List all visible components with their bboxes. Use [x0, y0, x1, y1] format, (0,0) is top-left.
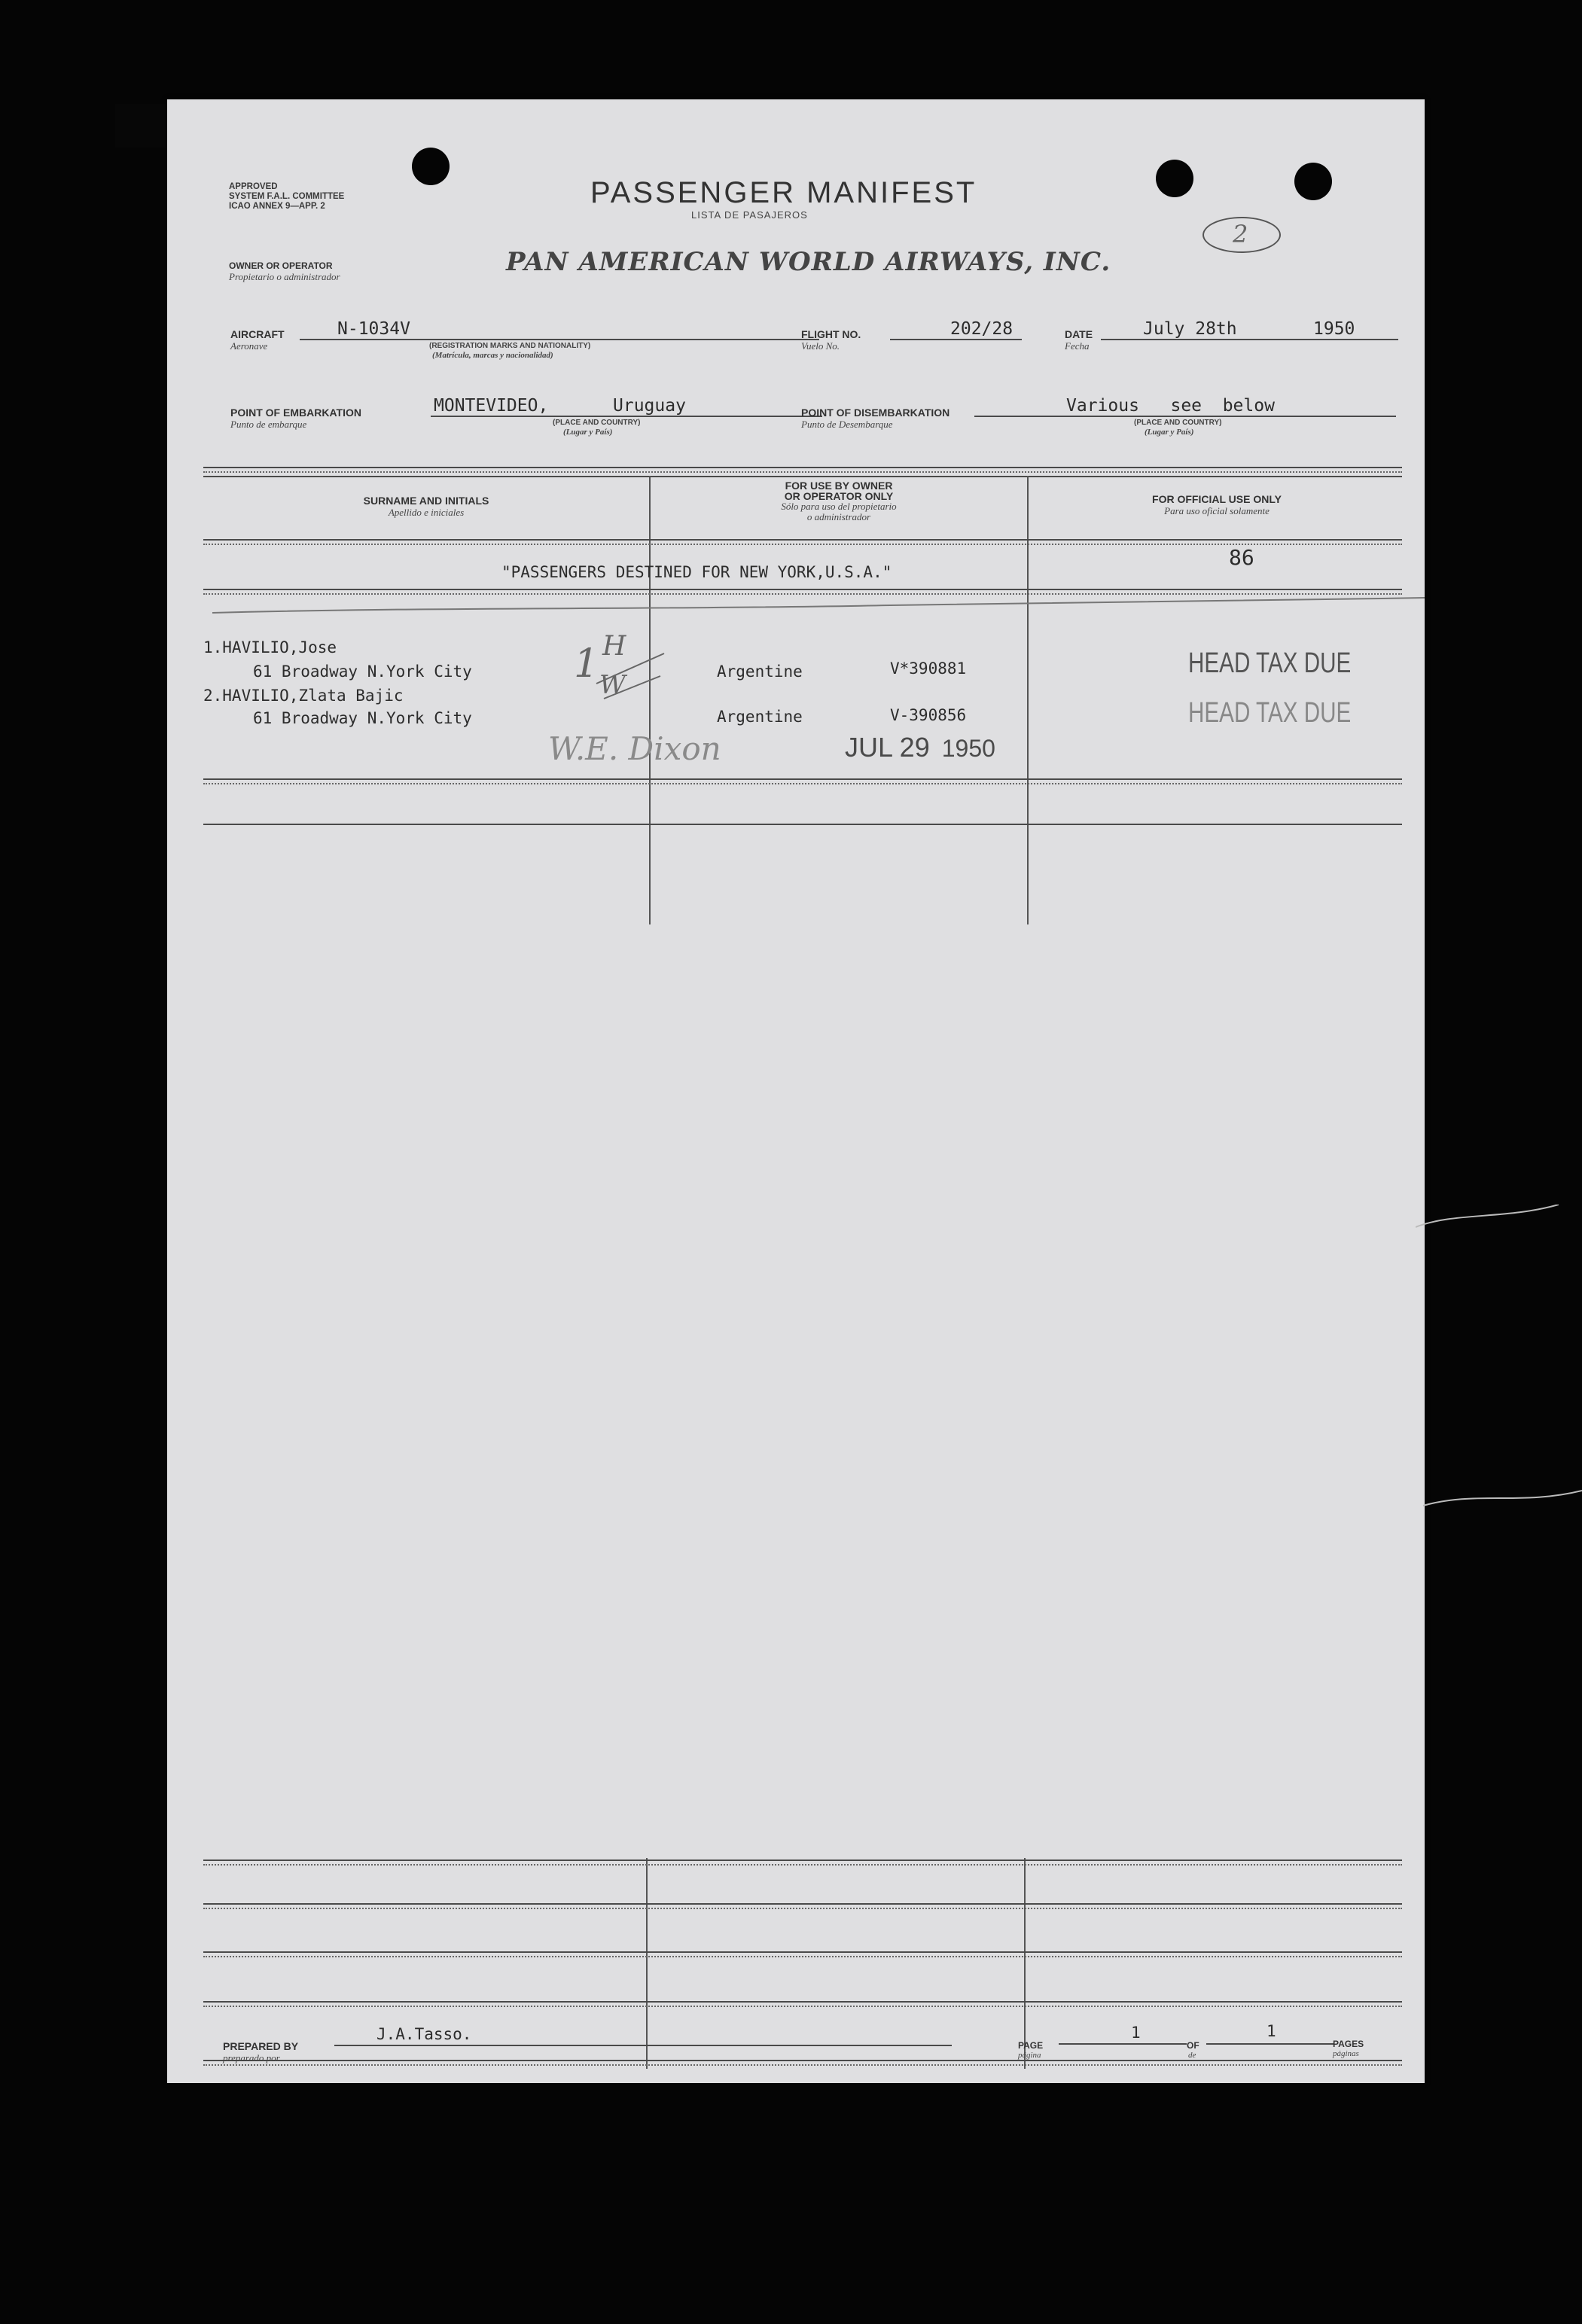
handwritten-one: 1 [574, 641, 599, 687]
row-dots [203, 593, 1402, 595]
punch-hole [1294, 163, 1332, 200]
rule [1059, 2043, 1187, 2045]
pencil-line [212, 596, 1425, 619]
rule [1206, 2043, 1334, 2045]
table-top-rule [203, 467, 1402, 468]
passenger-nationality: Argentine [717, 708, 803, 726]
owner-label: OWNER OR OPERATOR [229, 260, 333, 271]
flight-label: FLIGHT NO. [801, 328, 861, 340]
page-label: PAGE [1018, 2040, 1044, 2051]
date-label-es: Fecha [1065, 340, 1090, 352]
prepared-by-value: J.A.Tasso. [376, 2025, 472, 2043]
pages-label: PAGES [1333, 2039, 1364, 2049]
circled-number: 2 [1203, 217, 1281, 253]
bottom-dots [203, 1864, 1402, 1866]
disembark-label: POINT OF DISEMBARKATION [801, 407, 950, 419]
page-number: 1 [1131, 2024, 1141, 2042]
column-divider [646, 1858, 648, 2069]
page-label-es: página [1018, 2051, 1041, 2060]
rule [334, 2045, 952, 2046]
owner-label-es: Propietario o administrador [229, 271, 340, 282]
rule [974, 416, 1396, 417]
place-note-2-es: (Lugar y País) [1145, 428, 1194, 437]
bottom-dots [203, 2064, 1402, 2066]
row-rule [203, 778, 1402, 780]
date-value: July 28th [1143, 319, 1237, 339]
rule [1101, 339, 1398, 340]
handwritten-h: H [602, 631, 626, 662]
pages-label-es: páginas [1333, 2049, 1359, 2058]
disembark-value: Various see below [1066, 396, 1275, 416]
bottom-rule [203, 1951, 1402, 1953]
row-rule [203, 589, 1402, 590]
bottom-rule [203, 2001, 1402, 2003]
row-rule [203, 824, 1402, 825]
passenger-address: 61 Broadway N.York City [253, 709, 472, 727]
rule [300, 339, 819, 340]
place-note: (PLACE AND COUNTRY) [553, 419, 641, 427]
embark-label: POINT OF EMBARKATION [230, 407, 361, 419]
handwritten-w: W [599, 670, 626, 700]
bottom-dots [203, 1908, 1402, 1909]
bottom-rule [203, 1860, 1402, 1861]
passenger-visa: V-390856 [890, 706, 967, 724]
rule [431, 416, 822, 417]
date-label: DATE [1065, 328, 1093, 340]
embark-country: Uruguay [613, 396, 686, 416]
header-bottom-dots [203, 544, 1402, 545]
embark-city: MONTEVIDEO, [434, 396, 549, 416]
approved-block: APPROVED SYSTEM F.A.L. COMMITTEE ICAO ANNEX 9—APP. 2 [229, 182, 345, 211]
aircraft-label: AIRCRAFT [230, 328, 285, 340]
rule [890, 339, 1022, 340]
flight-label-es: Vuelo No. [801, 340, 840, 352]
of-number: 1 [1267, 2022, 1276, 2040]
page-title: PASSENGER MANIFEST [590, 176, 977, 209]
punch-hole [412, 148, 450, 185]
column-divider [1024, 1858, 1026, 2069]
reg-note-es: (Matrícula, marcas y nacionalidad) [432, 351, 553, 360]
table-top-dots [203, 471, 1402, 473]
year-value: 1950 [1313, 319, 1355, 339]
of-label: OF [1187, 2040, 1199, 2051]
company-name: PAN AMERICAN WORLD AIRWAYS, INC. [506, 247, 1111, 277]
received-date-stamp: JUL 29 1950 [845, 732, 995, 763]
col-official-use: FOR OFFICIAL USE ONLY [1152, 493, 1282, 505]
aircraft-value: N-1034V [337, 319, 410, 339]
bottom-dots [203, 1956, 1402, 1957]
col-owner-use: FOR USE BY OWNER OR OPERATOR ONLY Sólo para uso del propietario o administrador [781, 480, 897, 522]
prepared-label: PREPARED BY [223, 2040, 299, 2052]
bottom-dots [203, 2006, 1402, 2007]
passenger-name: 1.HAVILIO,Jose [203, 638, 337, 656]
punch-hole [1156, 160, 1193, 197]
place-note-2: (PLACE AND COUNTRY) [1134, 419, 1222, 427]
head-tax-stamp: HEAD TAX DUE [1188, 697, 1352, 729]
page-title-es: LISTA DE PASAJEROS [691, 209, 808, 221]
official-number: 86 [1229, 545, 1254, 570]
destined-note: "PASSENGERS DESTINED FOR NEW YORK,U.S.A." [501, 563, 892, 581]
table-top-rule [203, 476, 1402, 477]
flight-number: 202/28 [950, 319, 1014, 339]
bottom-rule [203, 1903, 1402, 1905]
aircraft-label-es: Aeronave [230, 340, 268, 352]
bottom-rule [203, 2060, 1402, 2061]
embark-label-es: Punto de embarque [230, 419, 307, 430]
col-official-use-es: Para uso oficial solamente [1164, 505, 1270, 516]
scratch-mark [1416, 1205, 1582, 1528]
passenger-address: 61 Broadway N.York City [253, 662, 472, 681]
handwritten-slash [589, 646, 672, 706]
row-dots [203, 783, 1402, 784]
header-bottom-rule [203, 539, 1402, 541]
reg-note: (REGISTRATION MARKS AND NATIONALITY) [429, 342, 591, 350]
col-surname: SURNAME AND INITIALS [363, 495, 489, 507]
head-tax-stamp: HEAD TAX DUE [1188, 647, 1352, 679]
manifest-sheet [167, 99, 1425, 2083]
disembark-label-es: Punto de Desembarque [801, 419, 893, 430]
of-label-es: de [1188, 2051, 1196, 2060]
passenger-nationality: Argentine [717, 662, 803, 681]
prepared-label-es: preparado por [223, 2052, 280, 2064]
place-note-es: (Lugar y País) [563, 428, 613, 437]
passenger-name: 2.HAVILIO,Zlata Bajic [203, 687, 404, 705]
passenger-visa: V*390881 [890, 659, 967, 678]
col-surname-es: Apellido e iniciales [388, 507, 465, 518]
inspector-signature: W.E. Dixon [548, 730, 721, 767]
